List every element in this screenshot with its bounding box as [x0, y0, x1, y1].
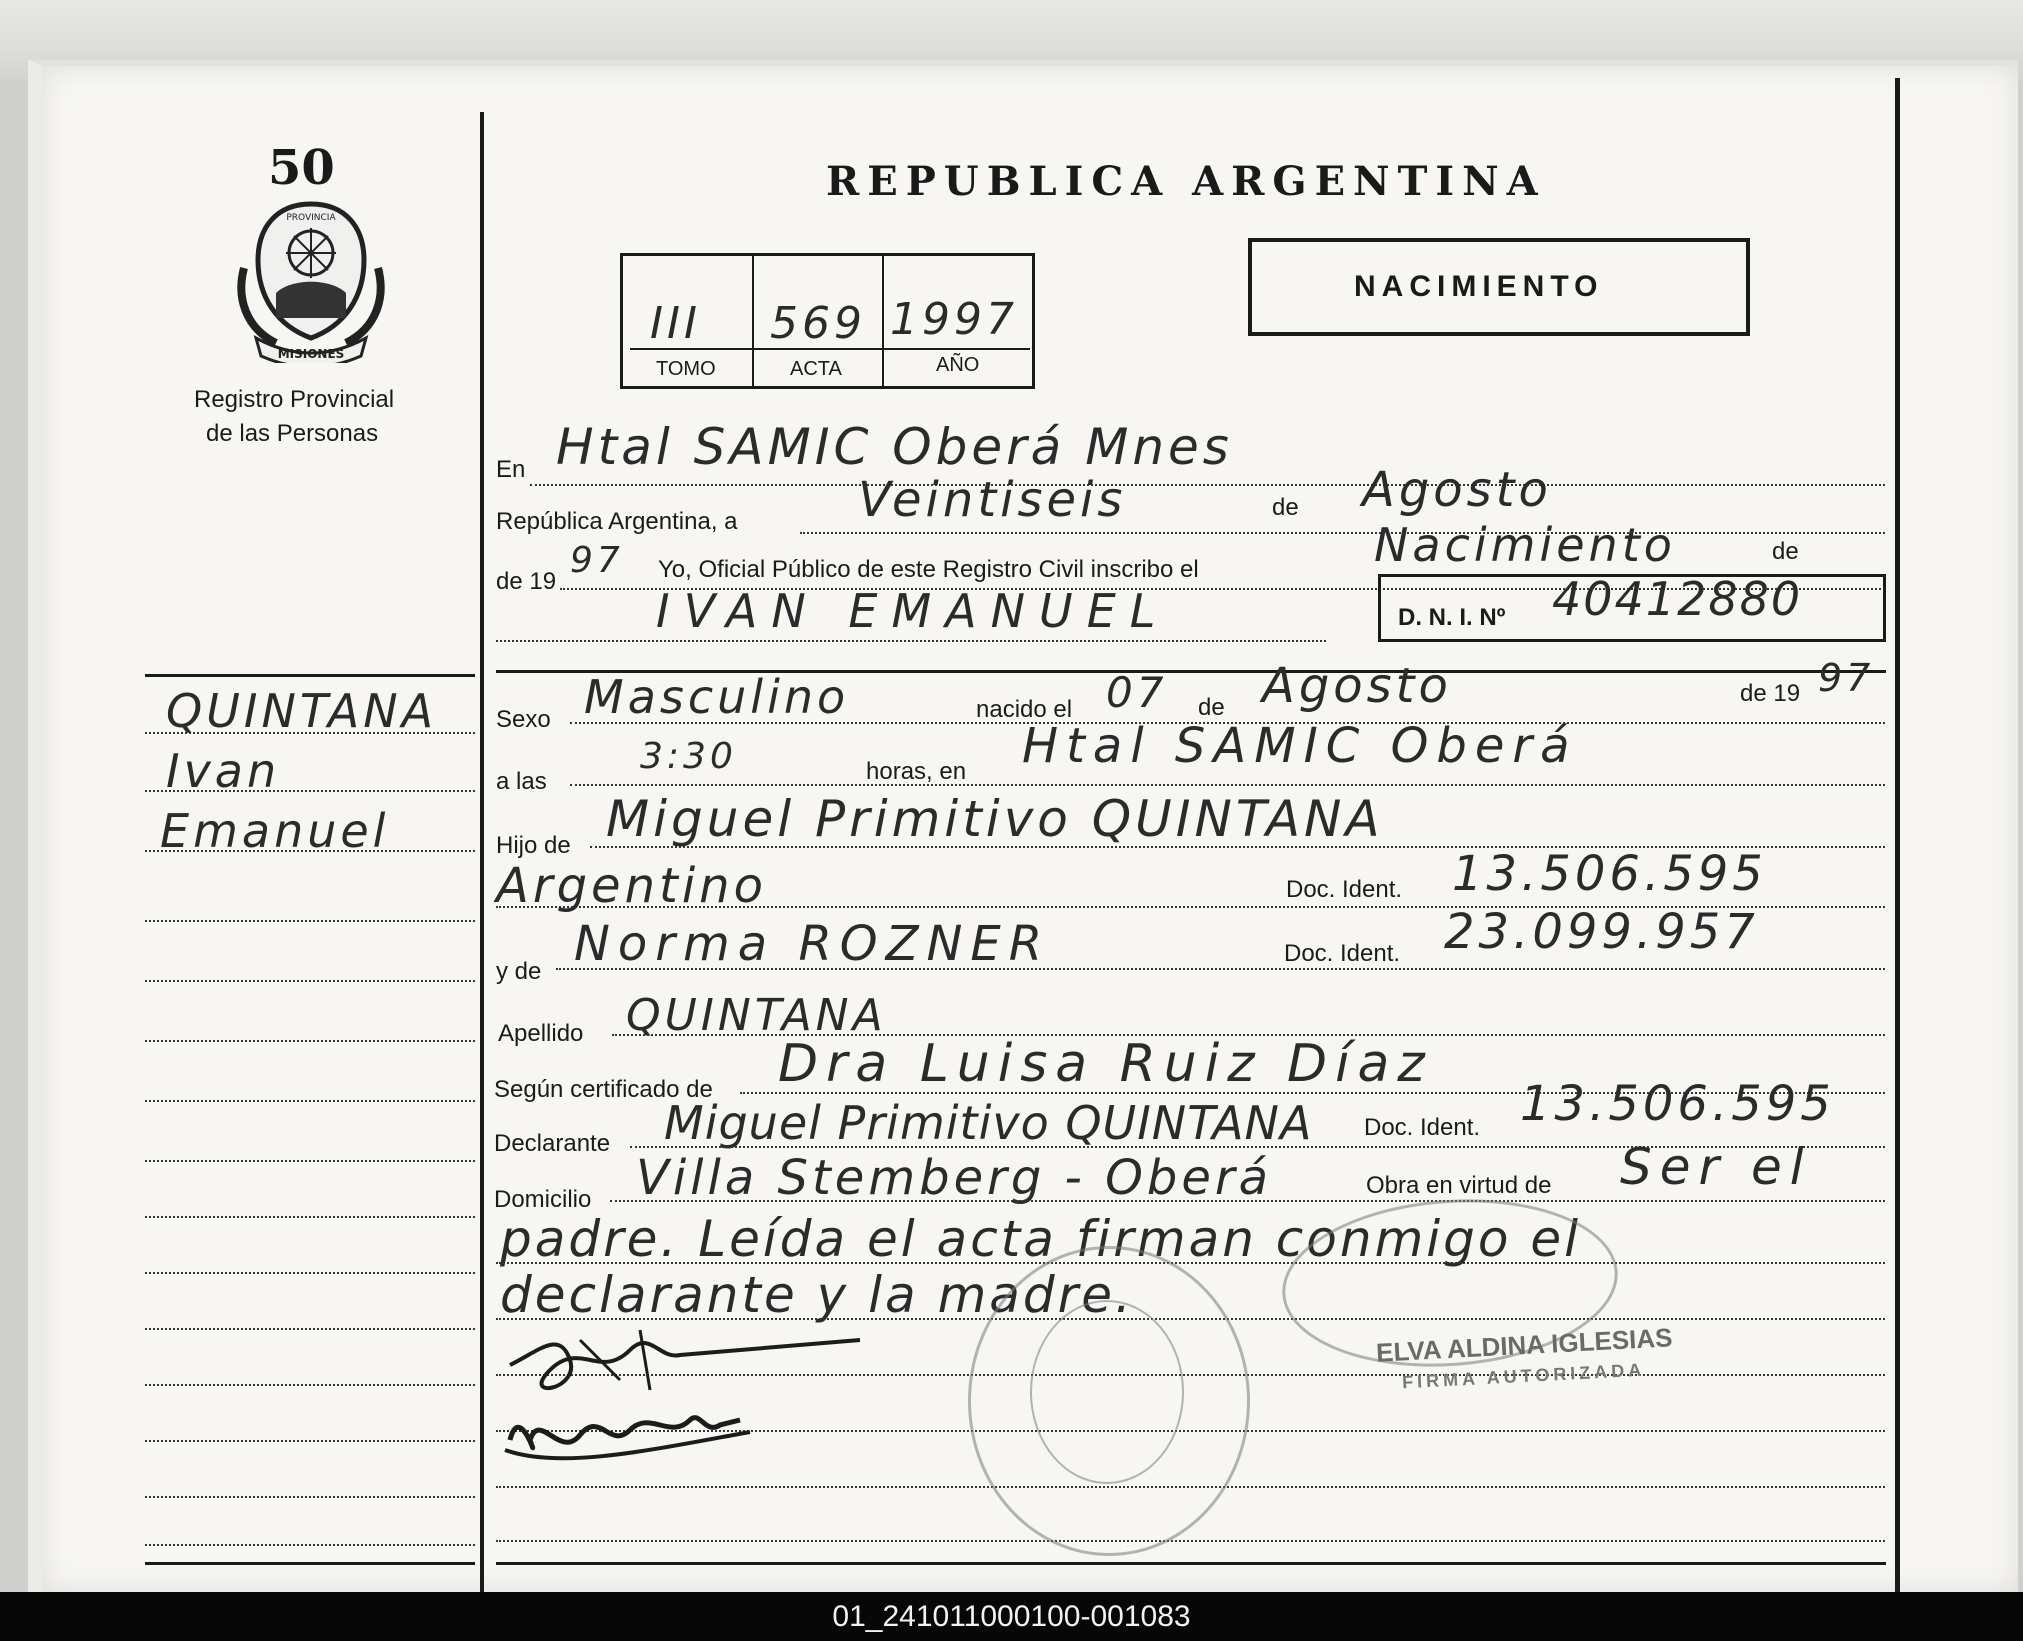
de-label-1: de: [1272, 494, 1299, 521]
margin-divider-bottom: [145, 1562, 475, 1565]
page-number: 50: [268, 140, 335, 196]
father-doc-label: Doc. Ident.: [1286, 876, 1403, 903]
official-round-seal-inner: [1030, 1300, 1184, 1484]
obra-label: Obra en virtud de: [1366, 1172, 1552, 1199]
obra-value: Ser el: [1620, 1138, 1812, 1196]
margin-dotted-line: [145, 920, 475, 922]
margin-dotted-line: [145, 1160, 475, 1162]
domicilio-value: Villa Stemberg - Oberá: [636, 1150, 1273, 1206]
birth-year-label: de 19: [1740, 680, 1801, 707]
dni-label: D. N. I. Nº: [1398, 604, 1506, 631]
margin-dotted-line: [145, 1544, 475, 1546]
text-dotted-line-1: [496, 1262, 1885, 1264]
mother-doc-label: Doc. Ident.: [1284, 940, 1401, 967]
registry-name-line1: Registro Provincial: [194, 386, 395, 413]
book-box-divider-2: [882, 256, 884, 386]
de-label-2: de: [1772, 538, 1799, 565]
sexo-value: Masculino: [584, 670, 850, 724]
right-frame-line: [1895, 78, 1900, 1593]
y-de-label: y de: [496, 958, 542, 985]
hour-value: 3:30: [640, 736, 737, 777]
margin-dotted-line: [145, 850, 475, 852]
acta-label: ACTA: [790, 358, 842, 380]
margin-dotted-line: [145, 1100, 475, 1102]
domicilio-label: Domicilio: [494, 1186, 592, 1213]
apellido-label: Apellido: [498, 1020, 584, 1047]
registry-name-line2: de las Personas: [206, 420, 379, 447]
tomo-value: III: [650, 298, 701, 349]
a-las-label: a las: [496, 768, 547, 795]
book-box-divider-1: [752, 256, 754, 386]
file-id: 01_241011000100-001083: [832, 1600, 1191, 1633]
republica-label: República Argentina, a: [496, 508, 738, 535]
text-line-1: padre. Leída el acta firman conmigo el: [500, 1210, 1582, 1268]
father-name-value: Miguel Primitivo QUINTANA: [606, 790, 1384, 848]
birth-year-value: 97: [1818, 656, 1875, 700]
act-type-label: NACIMIENTO: [1354, 270, 1604, 303]
file-id-bar: [0, 1592, 2023, 1641]
registered-name-value: IVAN EMANUEL: [656, 584, 1170, 638]
dni-value: 40412880: [1552, 572, 1803, 626]
horas-label: horas, en: [866, 758, 967, 785]
apellido-value: QUINTANA: [626, 990, 887, 1041]
anio-label: AÑO: [936, 354, 980, 376]
signature-madre: [500, 1380, 780, 1490]
mother-name-value: Norma ROZNER: [574, 916, 1051, 972]
month-value: Agosto: [1362, 462, 1552, 518]
margin-dotted-line: [145, 1040, 475, 1042]
declarante-label: Declarante: [494, 1130, 611, 1157]
coat-of-arms-label: MISIONES: [277, 347, 345, 361]
authorized-stamp-title: FIRMA AUTORIZADA: [1401, 1359, 1646, 1393]
margin-dotted-line: [145, 1272, 475, 1274]
margin-dotted-line: [145, 1328, 475, 1330]
yo-oficial-label: Yo, Oficial Público de este Registro Civil inscribo el: [658, 556, 1199, 583]
de-label-3: de: [1198, 694, 1225, 721]
birth-month-value: Agosto: [1262, 658, 1452, 714]
sexo-label: Sexo: [496, 706, 551, 733]
mother-doc-value: 23.099.957: [1444, 904, 1759, 960]
margin-name-surname: QUINTANA: [166, 684, 438, 738]
anio-value: 1997: [890, 294, 1018, 345]
domicilio-dotted-line: [610, 1200, 1885, 1202]
father-nationality-value: Argentino: [496, 858, 767, 914]
provincial-coat-of-arms: [236, 198, 386, 363]
margin-dotted-line: [145, 1440, 475, 1442]
year-prefix-label: de 19: [496, 568, 557, 595]
margin-divider-top: [145, 674, 475, 677]
authorized-stamp-name: ELVA ALDINA IGLESIAS: [1375, 1322, 1674, 1368]
margin-dotted-line: [145, 790, 475, 792]
tomo-label: TOMO: [656, 358, 716, 380]
republica-dotted-line: [800, 532, 1885, 534]
nacido-label: nacido el: [976, 696, 1073, 723]
en-dotted-line: [530, 484, 1885, 486]
coat-of-arms-top-label: PROVINCIA: [286, 213, 336, 223]
section-divider-bottom: [496, 1562, 1886, 1565]
blank-dotted-line: [496, 1540, 1885, 1542]
declarante-doc-value: 13.506.595: [1520, 1076, 1835, 1132]
inscribo-value: Nacimiento: [1374, 518, 1676, 572]
y-de-dotted-line: [556, 968, 1885, 970]
father-doc-value: 13.506.595: [1452, 846, 1767, 902]
year-suffix-value: 97: [570, 540, 624, 581]
declarante-doc-label: Doc. Ident.: [1364, 1114, 1481, 1141]
certificado-label: Según certificado de: [494, 1076, 713, 1103]
a-las-dotted-line: [570, 784, 1885, 786]
birth-day-value: 07: [1106, 668, 1168, 717]
margin-dotted-line: [145, 1216, 475, 1218]
margin-dotted-line: [145, 1384, 475, 1386]
text-line-2: declarante y la madre.: [500, 1266, 1134, 1324]
margin-name-first: Ivan: [166, 744, 281, 798]
day-value: Veintiseis: [858, 472, 1127, 528]
birthplace-value: Htal SAMIC Oberá: [1022, 718, 1578, 774]
en-value: Htal SAMIC Oberá Mnes: [556, 418, 1233, 476]
left-column-divider: [480, 112, 484, 1592]
hijo-de-label: Hijo de: [496, 832, 571, 859]
declarante-value: Miguel Primitivo QUINTANA: [664, 1096, 1313, 1150]
en-label: En: [496, 456, 526, 483]
acta-value: 569: [770, 298, 866, 349]
margin-name-second: Emanuel: [160, 804, 390, 858]
margin-dotted-line: [145, 980, 475, 982]
certificado-value: Dra Luisa Ruiz Díaz: [778, 1034, 1433, 1094]
country-title: REPUBLICA ARGENTINA: [826, 158, 1546, 205]
margin-dotted-line: [145, 732, 475, 734]
name-dotted-line: [496, 640, 1326, 642]
margin-dotted-line: [145, 1496, 475, 1498]
